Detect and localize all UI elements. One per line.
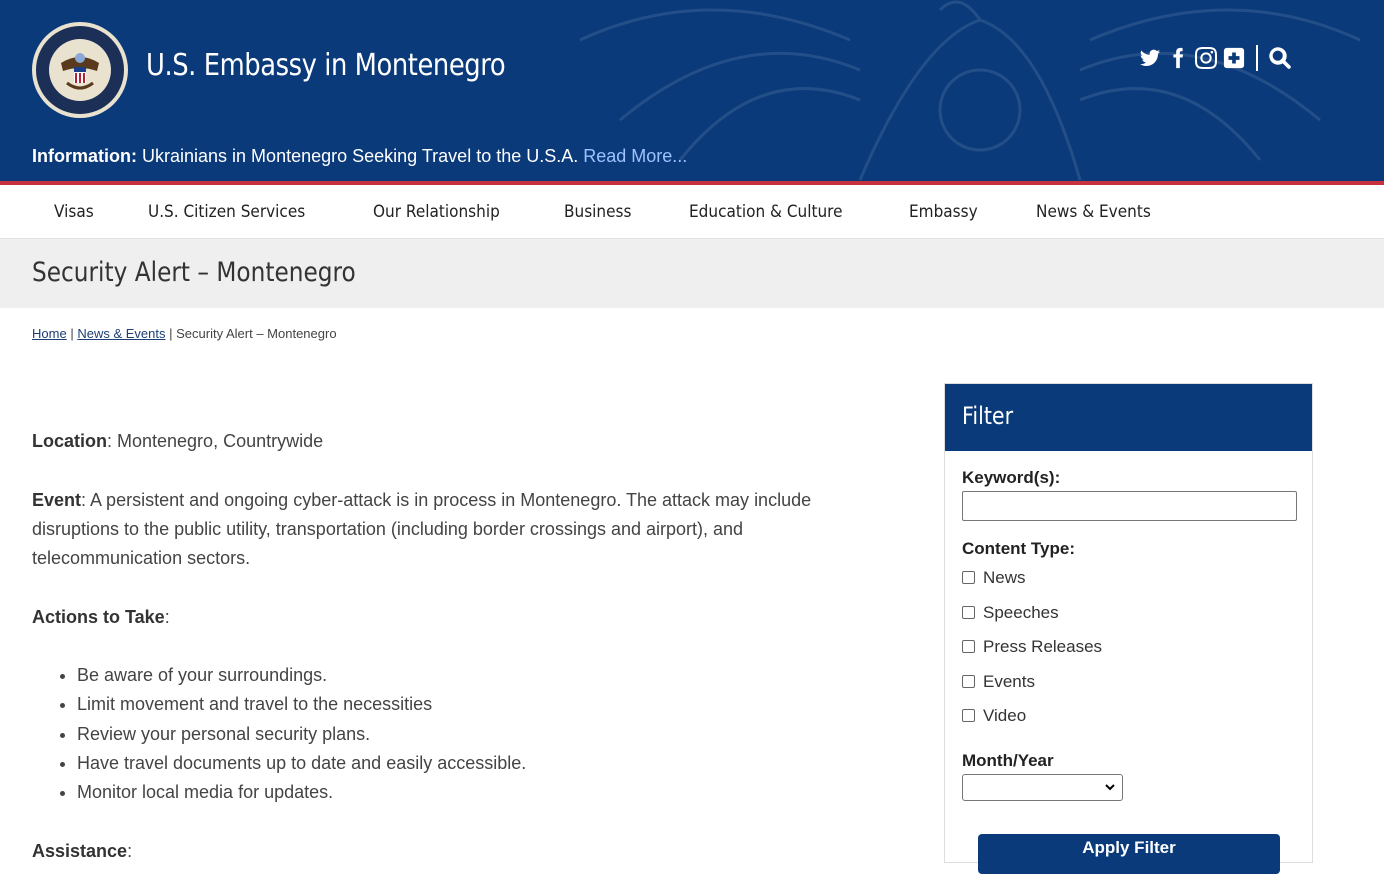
event-paragraph <box>32 486 832 573</box>
nav-item-embassy[interactable]: Embassy <box>909 202 978 222</box>
assistance-paragraph <box>32 837 832 866</box>
assistance-colon: : <box>127 841 133 862</box>
nav-item-our-relationship[interactable]: Our Relationship <box>372 202 500 222</box>
checkbox[interactable] <box>962 571 975 584</box>
page-title-band <box>0 239 1384 308</box>
instagram-icon[interactable] <box>1194 46 1218 70</box>
breadcrumb <box>32 326 337 341</box>
plus-icon[interactable] <box>1222 46 1246 70</box>
list-item: • Be aware of your surroundings. <box>77 661 832 690</box>
actions-paragraph <box>32 603 832 632</box>
keyword-input[interactable] <box>962 491 1297 521</box>
actions-colon: : <box>164 607 170 627</box>
nav-item-visas[interactable]: Visas <box>54 202 94 222</box>
checkbox-label: Press Releases <box>983 637 1103 656</box>
info-label: Information: <box>32 146 137 166</box>
department-of-state-seal <box>31 21 129 119</box>
page-title: Security Alert – Montenegro <box>32 257 356 288</box>
breadcrumb-news-events[interactable]: News & Events <box>77 326 166 341</box>
checkbox-label: Speeches <box>983 603 1059 622</box>
location-paragraph <box>32 427 832 456</box>
checkbox-speeches[interactable] <box>962 603 1059 623</box>
checkbox[interactable] <box>962 640 975 653</box>
site-header <box>0 0 1384 181</box>
checkbox-label: Events <box>983 672 1035 691</box>
checkbox[interactable] <box>962 675 975 688</box>
nav-item-business[interactable]: Business <box>563 202 632 222</box>
chevron-down-icon <box>1104 781 1116 793</box>
information-banner <box>32 146 687 167</box>
twitter-icon[interactable] <box>1138 46 1162 70</box>
checkbox-events[interactable] <box>962 672 1035 692</box>
info-text: Ukrainians in Montenegro Seeking Travel to the U.S.A. <box>142 146 579 166</box>
social-toolbar <box>1138 44 1296 72</box>
read-more-link[interactable]: Read More... <box>583 146 688 166</box>
actions-list <box>77 661 832 807</box>
nav-item-citizen-services[interactable]: U.S. Citizen Services <box>148 202 306 222</box>
filter-panel <box>944 383 1313 863</box>
article-body <box>32 427 832 896</box>
checkbox-press-releases[interactable] <box>962 637 1102 657</box>
checkbox[interactable] <box>962 709 975 722</box>
location-text: : Montenegro, Countrywide <box>107 431 324 451</box>
location-label: Location <box>32 431 107 451</box>
content-type-label: Content Type: <box>962 539 1076 558</box>
divider <box>1256 45 1258 71</box>
assistance-label: Assistance <box>32 841 128 862</box>
checkbox[interactable] <box>962 606 975 619</box>
site-title[interactable]: U.S. Embassy in Montenegro <box>146 48 506 83</box>
list-item: • Monitor local media for updates. <box>77 778 832 807</box>
breadcrumb-home[interactable]: Home <box>32 326 67 341</box>
list-item: • Limit movement and travel to the necessities <box>77 690 832 719</box>
checkbox-label: Video <box>983 706 1027 725</box>
keyword-label: Keyword(s): <box>962 468 1061 487</box>
breadcrumb-separator: | <box>70 326 74 341</box>
month-year-select[interactable] <box>962 774 1123 801</box>
filter-header <box>945 384 1312 451</box>
checkbox-video[interactable] <box>962 706 1026 726</box>
event-text: : A persistent and ongoing cyber-attack is in process in Montenegro. The attack may include disruptions to the public utility, transportation (including border crossings and airport), and telecommunication sectors. <box>32 490 812 568</box>
event-label: Event <box>32 490 82 510</box>
filter-title: Filter <box>962 402 1014 430</box>
checkbox-news[interactable] <box>962 568 1026 588</box>
list-item: • Review your personal security plans. <box>77 720 832 749</box>
facebook-icon[interactable] <box>1166 46 1190 70</box>
nav-item-education-culture[interactable]: Education & Culture <box>688 202 843 222</box>
nav-item-news-events[interactable]: News & Events <box>1035 202 1151 222</box>
month-year-label: Month/Year <box>962 751 1054 770</box>
eagle-watermark <box>560 0 1380 200</box>
apply-filter-button[interactable]: Apply Filter <box>978 834 1280 874</box>
actions-label: Actions to Take <box>32 607 165 627</box>
checkbox-label: News <box>983 568 1026 587</box>
list-item: • Have travel documents up to date and easily accessible. <box>77 749 832 778</box>
breadcrumb-current: Security Alert – Montenegro <box>176 326 337 341</box>
search-icon[interactable] <box>1268 46 1292 70</box>
breadcrumb-separator: | <box>169 326 173 341</box>
main-navigation <box>0 185 1384 239</box>
